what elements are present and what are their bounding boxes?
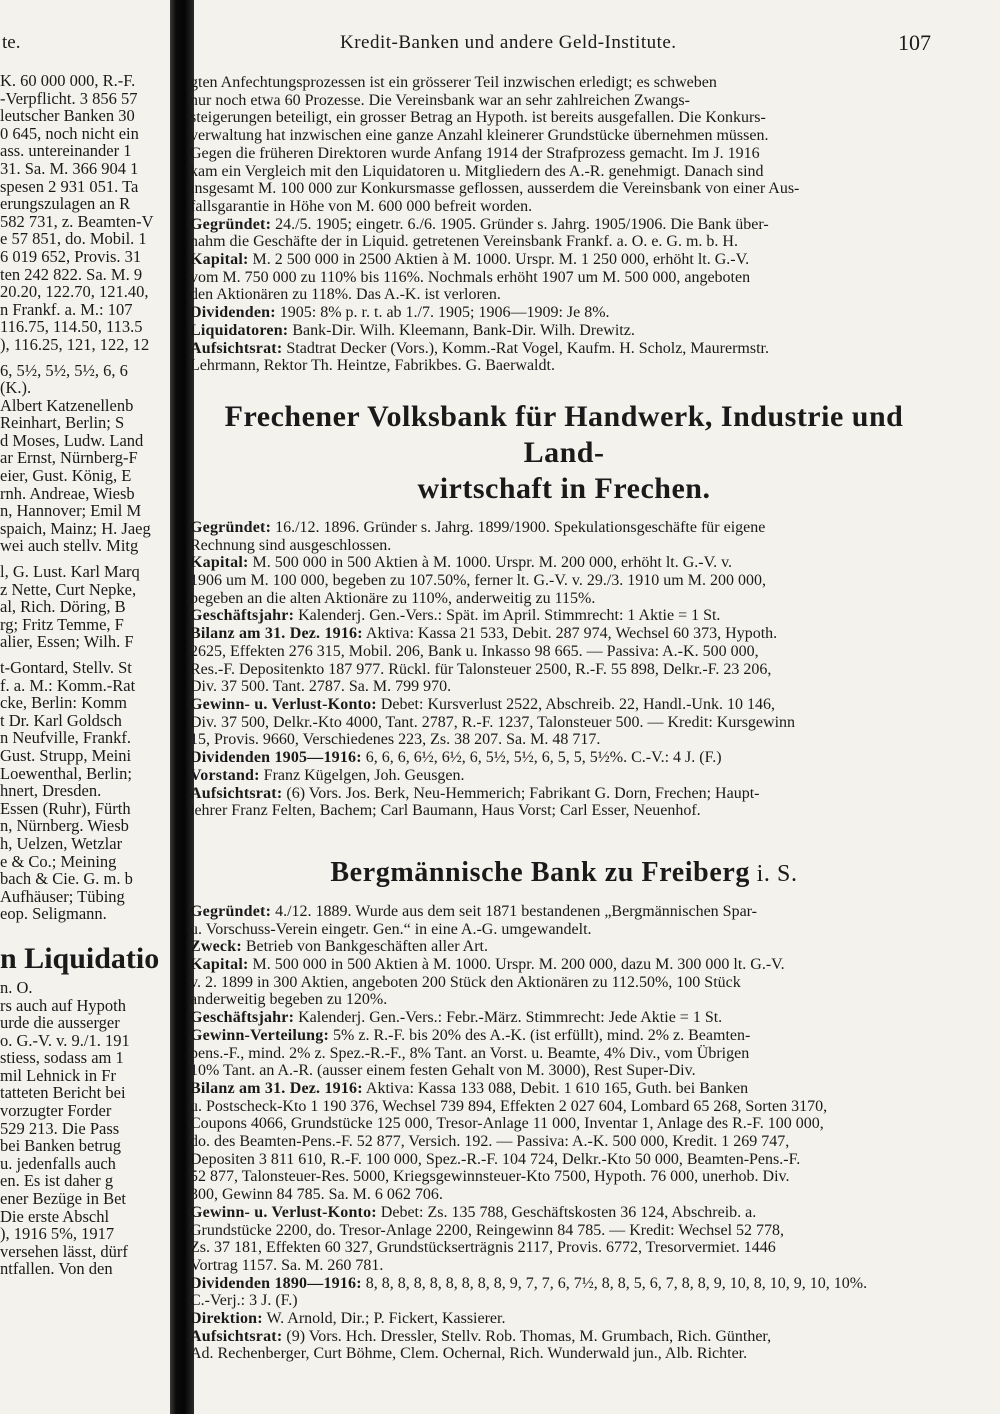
entry-text: Debet: Zs. 135 788, Geschäftskosten 36 124, Abschreib. a. Grundstücke 2200, do. Tresor-Anlage 2200, Reingewinn 84 785. — Kredit: Wechsel 52 778, Zs. 37 181, Effekten 60 327, Grundstückserträgnis 2117, Provis. 6772, Tresorvermiet. 1446 Vortrag 1157. Sa. M. 260 781. — [190, 1203, 785, 1274]
entry-label: Dividenden 1905—1916: — [190, 749, 362, 767]
entry-label: Zweck: — [190, 938, 242, 956]
entry-label: Gegründet: — [190, 902, 272, 920]
left-column-line: erungszulagen an R — [0, 194, 131, 214]
entry-label: Geschäftsjahr: — [190, 1009, 295, 1027]
left-column-line: -Verpflicht. 3 856 57 — [0, 88, 138, 108]
left-column-line: 6, 5½, 5½, 5½, 6, 6 — [0, 360, 128, 380]
entry-paragraph — [190, 1204, 938, 1275]
entry-text: gten Anfechtungsprozessen ist ein grösserer Teil inzwischen erledigt; es schweben nur noch etwa 60 Prozesse. Die Vereinsbank war an sehr zahlreichen Zwangs- steigerungen beteiligt, ein grosser Betrag an Hypoth. ist bereits ausgefallen. Die Konkurs- verwaltung hat inzwischen eine ganze Anzahl kleinerer Grundstücke übernehmen müssen. Gegen die früheren Direktoren wurde Anfang 1914 der Strafprozess gemacht. Im J. 1916 kam ein Vergleich mit den Liquidatoren u. Mitgliedern des A.-R. genehmigt. Danach sind insgesamt M. 100 000 zur Konkursmasse geflossen, ausserdem die Vereinsbank von einer Aus- fallsgarantie in Höhe von M. 600 000 befreit worden. — [190, 74, 800, 215]
page-number: 107 — [898, 30, 931, 55]
left-column-line: stiess, sodass am 1 — [0, 1048, 124, 1068]
left-column-line: 582 731, z. Beamten-V — [0, 211, 154, 231]
entry-paragraph — [190, 322, 938, 340]
entry-label: Direktion: — [190, 1310, 263, 1328]
entry-label: Dividenden 1890—1916: — [190, 1274, 362, 1292]
entry-label: Liquidatoren: — [190, 321, 289, 339]
left-column-line: 6 019 652, Provis. 31 — [0, 246, 142, 266]
entry-text: Bank-Dir. Wilh. Kleemann, Bank-Dir. Wilh. Drewitz. — [288, 321, 635, 339]
entry-text: M. 500 000 in 500 Aktien à M. 1000. Urspr. M. 200 000, dazu M. 300 000 lt. G.-V. v. 2. 1899 in 300 Aktien, angeboten 200 Stück den Aktionären zu 112.50%, 100 Stück anderweitig begeben zu 120%. — [190, 956, 785, 1009]
left-column-line: Gust. Strupp, Meini — [0, 745, 132, 765]
entry-paragraph — [190, 767, 938, 785]
left-column-line — [0, 923, 178, 931]
left-column-line: eier, Gust. König, E — [0, 466, 132, 486]
section-title-main: Bergmännische Bank zu Freiberg — [330, 856, 750, 888]
left-column-line: Albert Katzenellenb — [0, 395, 134, 415]
left-column-line: ass. untereinander 1 — [0, 141, 132, 161]
entry-text: Debet: Kursverlust 2522, Abschreib. 22, Handl.-Unk. 10 146, Div. 37 500, Delkr.-Kto 4000, Tant. 2787, R.-F. 1237, Talonsteuer 500. — Kredit: Kursgewinn 15, Provis. 9660, Verschiedenes 223, Zs. 38 207. Sa. M. 48 717. — [190, 695, 796, 749]
entry-text: (6) Vors. Jos. Berk, Neu-Hemmerich; Fabrikant G. Dorn, Frechen; Haupt- lehrer Franz Felten, Bachem; Carl Baumann, Haus Vorst; Carl Esser, Neuenhof. — [190, 784, 760, 820]
left-column-line: n Neufville, Frankf. — [0, 728, 132, 748]
header-left-fragment: te. — [2, 32, 21, 53]
left-column-line: o. G.-V. v. 9./1. 191 — [0, 1030, 130, 1050]
entry-paragraph — [190, 696, 938, 749]
left-column-line: Loewenthal, Berlin; — [0, 763, 132, 783]
entry-label: Gewinn- u. Verlust-Konto: — [190, 1203, 377, 1221]
entry-paragraph — [190, 554, 938, 607]
left-column-line: al, Rich. Döring, B — [0, 597, 126, 617]
left-column-line: leutscher Banken 30 — [0, 106, 135, 126]
left-column-line: ener Bezüge in Bet — [0, 1189, 126, 1209]
entry-paragraph — [190, 340, 938, 375]
entry-text: 8, 8, 8, 8, 8, 8, 8, 8, 8, 9, 7, 7, 6, 7½, 8, 8, 5, 6, 7, 8, 8, 9, 10, 8, 10, 9, 10, 10%. C.-Verj.: 3 J. (F.) — [190, 1274, 868, 1310]
entry-paragraph — [190, 625, 938, 696]
left-column — [0, 72, 178, 1402]
entry-label: Aufsichtsrat: — [190, 1327, 283, 1345]
left-column-line: d Moses, Ludw. Land — [0, 430, 144, 450]
entry-paragraph — [190, 749, 938, 767]
left-column-line: e & Co.; Meining — [0, 851, 117, 871]
section-title-suffix: i. S. — [749, 860, 798, 887]
entry-paragraph — [190, 785, 938, 820]
left-column-line: versehen lässt, dürf — [0, 1241, 128, 1261]
entry-paragraph — [190, 1080, 938, 1204]
entry-text: 24./5. 1905; eingetr. 6./6. 1905. Gründer s. Jahrg. 1905/1906. Die Bank über- nahm die Geschäfte der in Liquid. getretenen Vereinsbank Frankf. a. O. e. G. m. b. H. — [190, 215, 769, 251]
section-title: Frechener Volksbank für Handwerk, Industrie und Land- wirtschaft in Frechen. — [224, 399, 904, 505]
left-column-line: 20.20, 122.70, 121.40, — [0, 282, 149, 302]
left-column-line: rg; Fritz Temme, F — [0, 614, 124, 634]
entry-text: Kalenderj. Gen.-Vers.: Febr.-März. Stimmrecht: Jede Aktie = 1 St. — [294, 1009, 723, 1027]
left-column-line: rs auch auf Hypoth — [0, 995, 127, 1015]
left-column-line: vorzugter Forder — [0, 1101, 112, 1121]
left-column-line: ten 242 822. Sa. M. 9 — [0, 264, 143, 284]
left-column-line: Reinhart, Berlin; S — [0, 413, 125, 433]
left-column-line: Essen (Ruhr), Fürth — [0, 798, 131, 818]
entry-paragraph — [190, 519, 938, 554]
entry-text: 5% z. R.-F. bis 20% des A.-K. (ist erfüllt), mind. 2% z. Beamten- pens.-F., mind. 2% z. Spez.-R.-F., 8% Tant. an Vorst. u. Beamte, 4% Div., vom Übrigen 10% Tant. an A.-R. (ausser einem festen Gehalt von M. 3000), Rest Super-Div. — [190, 1026, 751, 1080]
left-column-line: mil Lehnick in Fr — [0, 1065, 116, 1085]
left-column-line: t-Gontard, Stellv. St — [0, 658, 132, 677]
left-column-line: ar Ernst, Nürnberg-F — [0, 448, 138, 468]
section-title — [190, 856, 938, 891]
left-column-line: alier, Essen; Wilh. F — [0, 632, 134, 652]
entry-paragraph — [190, 1328, 938, 1363]
entry-paragraph — [190, 304, 938, 322]
entry-paragraph — [190, 216, 938, 251]
left-column-line: ), 1916 5%, 1917 — [0, 1224, 115, 1244]
left-column-line: e 57 851, do. Mobil. 1 — [0, 229, 147, 249]
entry-paragraph — [190, 956, 938, 1009]
entry-paragraph — [190, 1310, 938, 1328]
entry-paragraph — [190, 607, 938, 625]
entry-text: W. Arnold, Dir.; P. Fickert, Kassierer. — [262, 1310, 506, 1328]
left-column-line: tatteten Bericht bei — [0, 1083, 126, 1103]
entry-text: Franz Kügelgen, Joh. Geusgen. — [259, 766, 465, 784]
left-column-line: 0 645, noch nicht ein — [0, 123, 139, 143]
entry-text: 6, 6, 6, 6½, 6½, 6, 5½, 5½, 6, 5, 5, 5½%. C.-V.: 4 J. (F.) — [361, 749, 722, 767]
left-column-line: Die erste Abschl — [0, 1206, 110, 1226]
entry-paragraph — [190, 1027, 938, 1080]
left-column-line: hnert, Dresden. — [0, 781, 102, 801]
entry-text: M. 500 000 in 500 Aktien à M. 1000. Urspr. M. 200 000, erhöht lt. G.-V. v. 1906 um M. 100 000, begeben zu 107.50%, ferner lt. G.-V. v. 29./3. 1910 um M. 200 000, begeben an die alten Aktionäre zu 110%, anderweitig zu 115%. — [190, 554, 766, 607]
entry-paragraph — [190, 938, 938, 956]
entry-label: Gewinn- u. Verlust-Konto: — [190, 695, 377, 713]
left-column-line: Aufhäuser; Tübing — [0, 886, 125, 906]
left-column-line: 529 213. Die Pass — [0, 1118, 120, 1138]
left-column-line: 31. Sa. M. 366 904 1 — [0, 158, 139, 178]
left-column-line: urde die ausserger — [0, 1013, 120, 1033]
entry-text: Aktiva: Kassa 133 088, Debit. 1 610 165, Guth. bei Banken u. Postscheck-Kto 1 190 376, Wechsel 739 894, Effekten 2 027 604, Lombard 65 268, Sorten 3170, Coupons 4066, Grundstücke 125 000, Tresor-Anlage 11 000, Inventar 1, Anlage des R.-F. 100 000, do. des Beamten-Pens.-F. 52 877, Versich. 192. — Passiva: A.-K. 500 000, Kredit. 1 269 747, Depositen 3 811 610, R.-F. 100 000, Spez.-R.-F. 104 724, Delkr.-Kto 50 000, Beamten-Pens.-F. 52 877, Talonsteuer-Res. 5000, Kriegsgewinnsteuer-Kto 7500, Hypoth. 76 000, unerhob. Div. 300, Gewinn 84 785. Sa. M. 6 062 706. — [190, 1079, 828, 1204]
left-column-line: spesen 2 931 051. Ta — [0, 176, 139, 196]
left-column-line: eop. Seligmann. — [0, 904, 107, 924]
main-column — [190, 74, 938, 1363]
entry-paragraph — [190, 1009, 938, 1027]
left-column-line: n, Hannover; Emil M — [0, 501, 142, 521]
entry-label: Aufsichtsrat: — [190, 784, 283, 802]
entry-label: Vorstand: — [190, 766, 260, 784]
left-column-line: bei Banken betrug — [0, 1136, 121, 1156]
left-column-line: n, Nürnberg. Wiesb — [0, 816, 129, 836]
entry-label: Gewinn-Verteilung: — [190, 1026, 330, 1044]
entry-label: Bilanz am 31. Dez. 1916: — [190, 1079, 363, 1097]
entry-text: 1905: 8% p. r. t. ab 1./7. 1905; 1906—1909: Je 8%. — [275, 304, 610, 322]
left-column-line: wei auch stellv. Mitg — [0, 536, 139, 556]
left-column-line: h, Uelzen, Wetzlar — [0, 833, 123, 853]
left-column-line: cke, Berlin: Komm — [0, 693, 127, 713]
left-column-line: n Liquidatio — [0, 941, 160, 975]
left-column-line: rnh. Andreae, Wiesb — [0, 483, 135, 503]
left-column-line: spaich, Mainz; H. Jaeg — [0, 518, 151, 538]
left-column-line: 116.75, 114.50, 113.5 — [0, 317, 143, 337]
entry-paragraph — [190, 1275, 938, 1310]
entry-text: Aktiva: Kassa 21 533, Debit. 287 974, Wechsel 60 373, Hypoth. 2625, Effekten 276 315, Mobil. 206, Bank u. Inkasso 98 665. — Passiva: A.-K. 500 000, Res.-F. Depositenkto 187 977. Rückl. für Talonsteuer 2500, R.-F. 55 898, Delkr.-F. 23 206, Div. 37 500. Tant. 2787. Sa. M. 799 970. — [190, 625, 778, 696]
left-column-line: en. Es ist daher g — [0, 1171, 114, 1191]
entry-label: Gegründet: — [190, 215, 272, 233]
left-column-line: n Frankf. a. M.: 107 — [0, 299, 133, 319]
entry-label: Kapital: — [190, 251, 249, 269]
entry-label: Gegründet: — [190, 518, 272, 536]
entry-label: Aufsichtsrat: — [190, 339, 283, 357]
entry-label: Bilanz am 31. Dez. 1916: — [190, 625, 363, 643]
running-header: Kredit-Banken und andere Geld-Institute. — [340, 32, 677, 53]
entry-text: 4./12. 1889. Wurde aus dem seit 1871 bestandenen „Bergmännischen Spar- u. Vorschuss-Verein eingetr. Gen.“ in eine A.-G. umgewandelt. — [190, 902, 757, 938]
left-column-line: l, G. Lust. Karl Marq — [0, 562, 140, 582]
entry-paragraph — [190, 903, 938, 938]
entry-text: Stadtrat Decker (Vors.), Komm.-Rat Vogel, Kaufm. H. Scholz, Maurermstr. Lehrmann, Rektor Th. Heintze, Fabrikbes. G. Baerwaldt. — [190, 339, 769, 375]
entry-text: 16./12. 1896. Gründer s. Jahrg. 1899/1900. Spekulationsgeschäfte für eigene Rechnung sind ausgeschlossen. — [190, 518, 766, 554]
entry-label: Dividenden: — [190, 304, 276, 322]
left-column-line: n. O. — [0, 977, 33, 997]
entry-text: Kalenderj. Gen.-Vers.: Spät. im April. Stimmrecht: 1 Aktie = 1 St. — [294, 607, 721, 625]
left-column-line: z Nette, Curt Nepke, — [0, 579, 137, 599]
entry-text: (9) Vors. Hch. Dressler, Stellv. Rob. Thomas, M. Grumbach, Rich. Günther, Ad. Rechenberger, Curt Böhme, Clem. Ochernal, Rich. Wunderwald jun., Alb. Richter. — [190, 1327, 772, 1363]
entry-paragraph — [190, 74, 938, 216]
entry-text: Betrieb von Bankgeschäften aller Art. — [241, 938, 488, 956]
left-column-line: ntfallen. Von den — [0, 1259, 113, 1279]
left-column-line: ), 116.25, 121, 122, 12 — [0, 334, 150, 354]
entry-label: Kapital: — [190, 554, 249, 572]
left-column-line: f. a. M.: Komm.-Rat — [0, 675, 136, 695]
entry-label: Kapital: — [190, 956, 249, 974]
left-column-line: t Dr. Karl Goldsch — [0, 710, 122, 730]
entry-label: Geschäftsjahr: — [190, 607, 295, 625]
left-column-line: K. 60 000 000, R.-F. — [0, 72, 136, 90]
entry-paragraph — [190, 251, 938, 304]
left-column-line: bach & Cie. G. m. b — [0, 869, 133, 889]
entry-text: M. 2 500 000 in 2500 Aktien à M. 1000. Urspr. M. 1 250 000, erhöht lt. G.-V. vom M. 750 000 zu 110% bis 116%. Nochmals erhöht 1907 um M. 500 000, angeboten den Aktionären zu 118%. Das A.-K. ist verloren. — [190, 251, 751, 304]
left-column-line: (K.). — [0, 378, 32, 398]
left-column-line: u. jedenfalls auch — [0, 1153, 116, 1173]
